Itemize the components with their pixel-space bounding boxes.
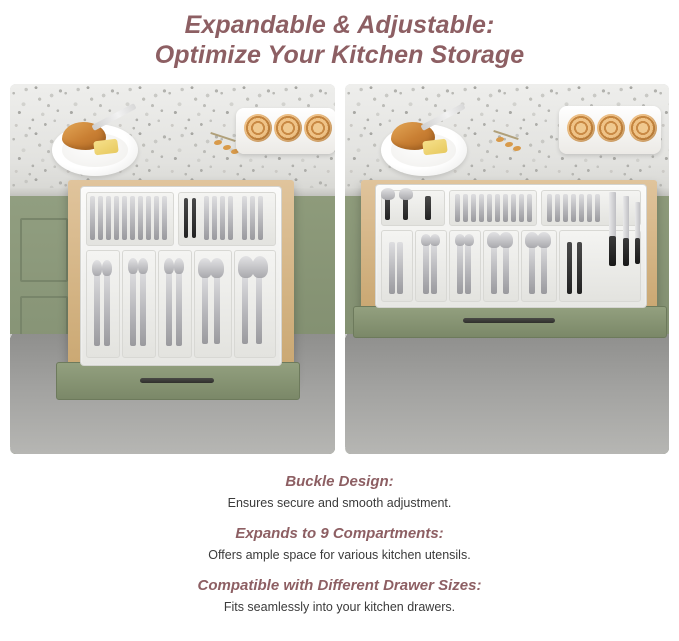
utensil <box>106 196 111 240</box>
butter-pat <box>93 139 119 156</box>
sprig-leaf <box>505 142 513 147</box>
cinnamon-roll <box>567 114 595 142</box>
drawer-handle[interactable] <box>463 318 555 323</box>
chef-knife-blade <box>609 192 616 238</box>
spoon <box>491 244 497 294</box>
fork <box>176 270 182 346</box>
fork-tines <box>174 258 184 274</box>
spoon <box>541 244 547 294</box>
spoon <box>256 274 262 344</box>
utensil <box>90 196 95 240</box>
feature-description: Ensures secure and smooth adjustment. <box>227 496 452 510</box>
fork <box>465 242 471 294</box>
spoon-bowl <box>499 232 513 248</box>
utensil <box>228 196 233 240</box>
utensil <box>519 194 524 222</box>
utensil <box>587 194 592 222</box>
fork-tines <box>464 234 474 246</box>
spoon-bowl <box>210 258 224 278</box>
utensil <box>122 196 127 240</box>
fork <box>166 270 172 346</box>
utensil <box>162 196 167 240</box>
spoon <box>529 244 535 294</box>
fork <box>431 242 437 294</box>
cinnamon-roll <box>597 114 625 142</box>
utensil <box>146 196 151 240</box>
compact-drawer-photo <box>10 84 335 454</box>
utensil <box>220 196 225 240</box>
knife <box>389 242 395 294</box>
knife-tip <box>92 260 102 276</box>
chef-knife-handle <box>609 236 616 266</box>
sprig-leaf <box>496 137 504 142</box>
spoon <box>242 274 248 344</box>
drawer-handle[interactable] <box>140 378 214 383</box>
feature-title: Expands to 9 Compartments: <box>235 525 444 542</box>
spoon <box>202 274 208 344</box>
fork-tines <box>164 258 174 274</box>
feature-list <box>0 472 679 616</box>
sprig-leaf <box>513 146 521 151</box>
headline-line-1: Expandable & Adjustable: <box>184 11 495 39</box>
utensil <box>503 194 508 222</box>
feature-item <box>0 524 679 564</box>
dark-utensil <box>184 198 188 238</box>
headline-line-2: Optimize Your Kitchen Storage <box>154 41 525 69</box>
fork <box>140 270 146 346</box>
fork <box>423 242 429 294</box>
knife <box>397 242 403 294</box>
expanded-drawer-photo <box>345 84 670 454</box>
dark-utensil <box>425 196 431 220</box>
fork-tines <box>128 258 138 274</box>
feature-title: Buckle Design: <box>285 473 394 490</box>
utensil <box>563 194 568 222</box>
utensil <box>212 196 217 240</box>
utensil <box>154 196 159 240</box>
utensil <box>511 194 516 222</box>
dark-utensil <box>192 198 196 238</box>
utensil <box>547 194 552 222</box>
page-title <box>0 0 679 70</box>
utensil <box>595 194 600 222</box>
knife-handle <box>635 238 640 264</box>
utensil <box>471 194 476 222</box>
cinnamon-roll <box>629 114 657 142</box>
fork <box>457 242 463 294</box>
knife-handle <box>623 238 629 266</box>
utensil <box>258 196 263 240</box>
utensil <box>250 196 255 240</box>
knife <box>104 270 110 346</box>
utensil <box>98 196 103 240</box>
feature-description: Fits seamlessly into your kitchen drawers. <box>223 600 456 614</box>
knife-blade <box>635 202 640 240</box>
fork-tines <box>430 234 440 246</box>
utensil <box>579 194 584 222</box>
utensil <box>555 194 560 222</box>
knife-blade <box>623 196 629 240</box>
feature-item <box>0 472 679 512</box>
cinnamon-roll <box>274 114 302 142</box>
utensil <box>455 194 460 222</box>
ladle-bowl <box>399 188 413 200</box>
utensil <box>487 194 492 222</box>
cabinet-groove <box>20 218 68 282</box>
utensil <box>204 196 209 240</box>
utensil <box>479 194 484 222</box>
dark-utensil <box>577 242 582 294</box>
feature-description: Offers ample space for various kitchen utensils. <box>208 548 471 562</box>
utensil <box>242 196 247 240</box>
spoon-bowl <box>537 232 551 248</box>
product-photo-row <box>0 84 679 454</box>
spoon-bowl <box>252 256 268 278</box>
utensil <box>571 194 576 222</box>
feature-item <box>0 576 679 616</box>
cinnamon-roll <box>244 114 272 142</box>
utensil <box>463 194 468 222</box>
butter-pat <box>422 139 448 156</box>
utensil <box>138 196 143 240</box>
cinnamon-roll <box>304 114 332 142</box>
feature-title: Compatible with Different Drawer Sizes: <box>197 577 482 594</box>
utensil <box>114 196 119 240</box>
spoon <box>214 274 220 344</box>
spatula-head <box>381 188 395 200</box>
fork-tines <box>138 258 148 274</box>
spoon <box>503 244 509 294</box>
utensil <box>527 194 532 222</box>
dark-utensil <box>567 242 572 294</box>
knife <box>94 270 100 346</box>
knife-tip <box>102 260 112 276</box>
kitchen-floor <box>345 334 670 454</box>
utensil <box>495 194 500 222</box>
fork <box>130 270 136 346</box>
utensil <box>130 196 135 240</box>
